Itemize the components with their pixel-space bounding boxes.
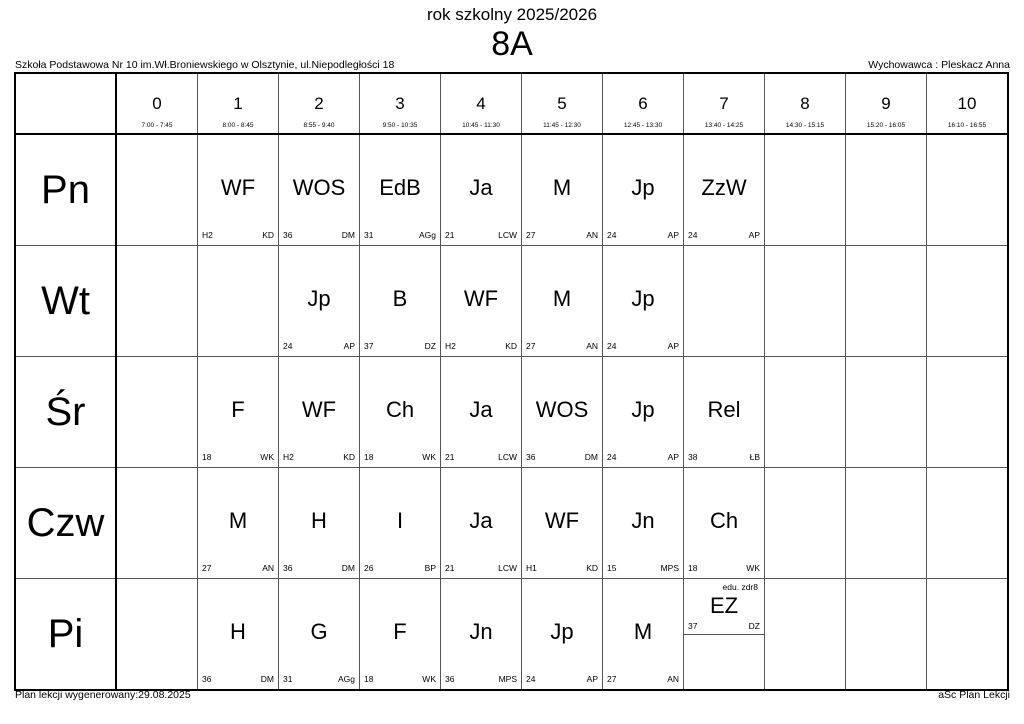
teacher-code: AP [748,230,760,240]
room: 36 [283,563,293,573]
subject: F [231,397,245,422]
group-lesson [684,580,764,635]
lesson-cell [441,246,522,357]
period-time: 8:00 - 8:45 [222,122,254,129]
timetable [14,72,1009,691]
lesson-cell [360,468,441,579]
lesson-cell [522,468,603,579]
lesson-cell [603,357,684,468]
period-header [279,73,360,134]
school-name: Szkoła Podstawowa Nr 10 im.Wł.Broniewskiego w Olsztynie, ul.Niepodległości 18 [15,59,395,71]
lesson-cell [522,579,603,691]
lesson-cell [360,134,441,246]
lesson-cell [765,134,846,246]
class-teacher: Wychowawca : Pleskacz Anna [868,59,1010,71]
teacher-code: AN [586,341,598,351]
teacher-code: LCW [498,563,517,573]
subject: I [396,508,404,533]
teacher-code: MPS [498,674,517,684]
lesson-cell [198,246,279,357]
lesson-cell [684,134,765,246]
teacher-code: AP [667,341,679,351]
subject: Jp [550,619,574,644]
teacher-code: DM [584,452,598,462]
subject: Jp [631,175,655,200]
subject: G [310,619,328,644]
day-name: Czw [15,468,116,579]
lesson-cell [765,579,846,691]
period-header [198,73,279,134]
room: 15 [607,563,617,573]
room: 38 [688,452,698,462]
subject: Jp [631,286,655,311]
period-header [441,73,522,134]
subject: H [230,619,246,644]
subject: Ch [385,397,415,422]
room: 37 [688,621,698,631]
room: 21 [445,452,455,462]
period-header [116,73,198,134]
period-header-row [15,73,1008,134]
teacher-code: WK [422,452,436,462]
room: 18 [688,563,698,573]
subject: WF [301,397,337,422]
room: H2 [445,341,456,351]
subject: H [311,508,327,533]
lesson-cell [441,357,522,468]
lesson-cell [684,579,765,691]
subject: Ja [469,508,493,533]
teacher-code: LCW [498,230,517,240]
subject: M [552,286,572,311]
day-name: Śr [15,357,116,468]
teacher-code: BP [424,563,436,573]
room: 37 [364,341,374,351]
room: 36 [526,452,536,462]
teacher-code: AP [586,674,598,684]
period-time: 7:00 - 7:45 [141,122,173,129]
teacher-code: KD [262,230,274,240]
period-number: 10 [957,94,977,113]
subject: WF [544,508,580,533]
period-header [360,73,441,134]
room: 18 [364,674,374,684]
period-time: 14:30 - 15:15 [785,122,825,129]
room: 27 [607,674,617,684]
subject: WOS [535,397,589,422]
period-time: 8:55 - 9:40 [303,122,335,129]
subject: EZ [709,593,739,618]
subject: M [633,619,653,644]
lesson-cell [522,134,603,246]
subject: B [392,286,408,311]
day-name: Pn [15,134,116,246]
lesson-cell [684,357,765,468]
day-row [15,246,1008,357]
teacher-code: WK [260,452,274,462]
period-header [765,73,846,134]
period-time: 13:40 - 14:25 [704,122,744,129]
subject: Jp [307,286,331,311]
room: 26 [364,563,374,573]
period-number: 6 [638,94,648,113]
room: H2 [202,230,213,240]
subject: Ja [469,397,493,422]
lesson-cell [846,134,927,246]
lesson-cell [603,246,684,357]
school-year: rok szkolny 2025/2026 [426,5,598,24]
subject: WF [220,175,256,200]
period-header [846,73,927,134]
lesson-cell [360,357,441,468]
lesson-cell [279,468,360,579]
subject: Rel [707,397,741,422]
teacher-code: WK [422,674,436,684]
lesson-cell [684,468,765,579]
room: 36 [202,674,212,684]
period-time: 16:10 - 16:55 [947,122,987,129]
lesson-cell [279,134,360,246]
group-name: edu. zdr8 [722,582,758,592]
lesson-cell [198,579,279,691]
lesson-cell [765,357,846,468]
day-name: Wt [15,246,116,357]
period-number: 5 [557,94,567,113]
room: 24 [688,230,698,240]
period-time: 12:45 - 13:30 [623,122,663,129]
subject: Jn [469,619,493,644]
teacher-code: AP [343,341,355,351]
teacher-code: AN [262,563,274,573]
lesson-cell [279,579,360,691]
teacher-code: WK [746,563,760,573]
room: 24 [607,230,617,240]
room: 36 [445,674,455,684]
subject: WOS [292,175,346,200]
subject: M [552,175,572,200]
teacher-code: KD [586,563,598,573]
period-number: 4 [476,94,486,113]
subject: F [393,619,407,644]
day-row [15,468,1008,579]
lesson-cell [765,468,846,579]
lesson-cell [603,468,684,579]
lesson-cell [198,357,279,468]
period-number: 9 [881,94,891,113]
lesson-cell [279,357,360,468]
lesson-cell [927,134,1009,246]
period-header [684,73,765,134]
subject: WF [463,286,499,311]
lesson-cell [360,579,441,691]
class-name: 8A [491,25,533,63]
room: 21 [445,563,455,573]
generated-date: Plan lekcji wygenerowany:29.08.2025 [15,689,191,701]
teacher-code: AP [667,230,679,240]
subject: Jp [631,397,655,422]
room: 24 [607,452,617,462]
room: 21 [445,230,455,240]
room: 24 [526,674,536,684]
period-number: 2 [314,94,324,113]
lesson-cell [279,246,360,357]
subject: Ja [469,175,493,200]
teacher-code: KD [343,452,355,462]
room: 24 [607,341,617,351]
room: 18 [202,452,212,462]
lesson-cell [927,357,1009,468]
lesson-cell [846,468,927,579]
lesson-cell [927,246,1009,357]
period-time: 9:50 - 10:35 [382,122,418,129]
period-time: 11:45 - 12:30 [543,122,581,129]
lesson-cell [522,357,603,468]
room: H1 [526,563,537,573]
lesson-cell [360,246,441,357]
period-number: 8 [800,94,810,113]
lesson-cell [927,468,1009,579]
room: 24 [283,341,293,351]
lesson-cell [116,357,198,468]
teacher-code: DZ [424,341,436,351]
lesson-cell [441,468,522,579]
room: 27 [202,563,212,573]
teacher-code: AP [667,452,679,462]
teacher-code: AGg [418,230,436,240]
period-time: 10:45 - 11:30 [462,122,500,129]
day-row [15,357,1008,468]
period-number: 0 [152,94,162,113]
subject: M [228,508,248,533]
room: 31 [364,230,374,240]
room: H2 [283,452,294,462]
subject: EdB [379,175,421,200]
teacher-code: DM [341,230,355,240]
day-row [15,579,1008,691]
teacher-code: DM [260,674,274,684]
lesson-cell [198,468,279,579]
room: 27 [526,341,536,351]
lesson-cell [116,468,198,579]
lesson-cell [684,246,765,357]
room: 27 [526,230,536,240]
day-row [15,134,1008,246]
lesson-cell [927,579,1009,691]
subject: Jn [631,508,655,533]
lesson-cell [603,579,684,691]
subject: Ch [709,508,739,533]
teacher-code: DZ [748,621,760,631]
lesson-cell [116,134,198,246]
corner-cell [15,73,116,134]
teacher-code: KD [505,341,517,351]
teacher-code: LCW [498,452,517,462]
teacher-code: AN [586,230,598,240]
lesson-cell [846,579,927,691]
teacher-code: MPS [660,563,679,573]
teacher-code: AN [667,674,679,684]
lesson-cell [116,579,198,691]
period-header [603,73,684,134]
lesson-cell [846,357,927,468]
lesson-cell [765,246,846,357]
teacher-code: DM [341,563,355,573]
period-header [927,73,1009,134]
lesson-cell [441,579,522,691]
period-number: 7 [719,94,729,113]
lesson-cell [198,134,279,246]
teacher-code: ŁB [749,452,760,462]
period-number: 3 [395,94,405,113]
software-name: aSc Plan Lekcji [938,689,1010,701]
period-number: 1 [233,94,243,113]
room: 36 [283,230,293,240]
day-name: Pi [15,579,116,691]
room: 31 [283,674,293,684]
lesson-cell [441,134,522,246]
period-time: 15:20 - 16:05 [866,122,906,129]
lesson-cell [846,246,927,357]
lesson-cell [116,246,198,357]
teacher-code: AGg [337,674,355,684]
room: 18 [364,452,374,462]
lesson-cell [522,246,603,357]
subject: ZzW [701,175,747,200]
period-header [522,73,603,134]
lesson-cell [603,134,684,246]
